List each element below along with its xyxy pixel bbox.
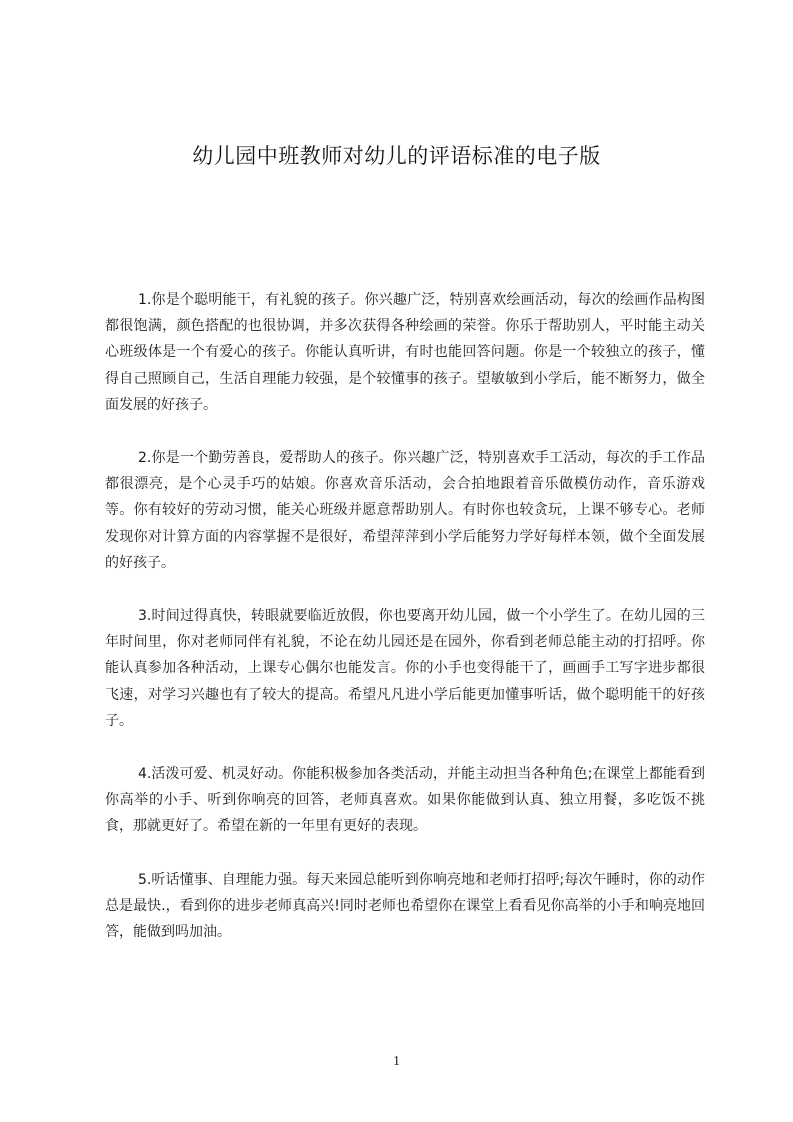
page-title: 幼儿园中班教师对幼儿的评语标准的电子版 — [192, 144, 601, 168]
comment-list — [105, 287, 705, 972]
comment-paragraph-1: 1.你是个聪明能干，有礼貌的孩子。你兴趣广泛，特别喜欢绘画活动，每次的绘画作品构图都很饱满，颜色搭配的也很协调，并多次获得各种绘画的荣誉。你乐于帮助别人，平时能主动关心班级体是一个有爱心的孩子。你能认真听讲，有时也能回答问题。你是一个较独立的孩子，懂得自己照顾自己，生活自理能力较强，是个较懂事的孩子。望敏敏到小学后，能不断努力，做全面发展的好孩子。 — [105, 292, 705, 413]
comment-paragraph-3: 3.时间过得真快，转眼就要临近放假，你也要离开幼儿园，做一个小学生了。在幼儿园的三年时间里，你对老师同伴有礼貌，不论在幼儿园还是在园外，你看到老师总能主动的打招呼。你能认真参加各种活动，上课专心偶尔也能发言。你的小手也变得能干了，画画手工写字进步都很飞速，对学习兴趣也有了较大的提高。希望凡凡进小学后能更加懂事听话，做个聪明能干的好孩子。 — [105, 608, 705, 729]
comment-paragraph-5: 5.听话懂事、自理能力强。每天来园总能听到你响亮地和老师打招呼;每次午睡时，你的动作总是最快.，看到你的进步老师真高兴!同时老师也希望你在课堂上看看见你高举的小手和响亮地回答，能做到吗加油。 — [105, 871, 705, 941]
comment-paragraph-4: 4.活泼可爱、机灵好动。你能积极参加各类活动，并能主动担当各种角色;在课堂上都能看到你高举的小手、听到你响亮的回答，老师真喜欢。如果你能做到认真、独立用餐，多吃饭不挑食，那就更好了。希望在新的一年里有更好的表现。 — [105, 766, 705, 835]
comment-paragraph-2: 2.你是一个勤劳善良，爱帮助人的孩子。你兴趣广泛，特别喜欢手工活动，每次的手工作品都很漂亮，是个心灵手巧的姑娘。你喜欢音乐活动，会合拍地跟着音乐做模仿动作，音乐游戏等。你有较好的劳动习惯，能关心班级并愿意帮助别人。有时你也较贪玩，上课不够专心。老师发现你对计算方面的内容掌握不是很好，希望萍萍到小学后能努力学好每样本领，做个全面发展的好孩子。 — [105, 450, 705, 571]
page-number: 1 — [393, 1054, 400, 1069]
